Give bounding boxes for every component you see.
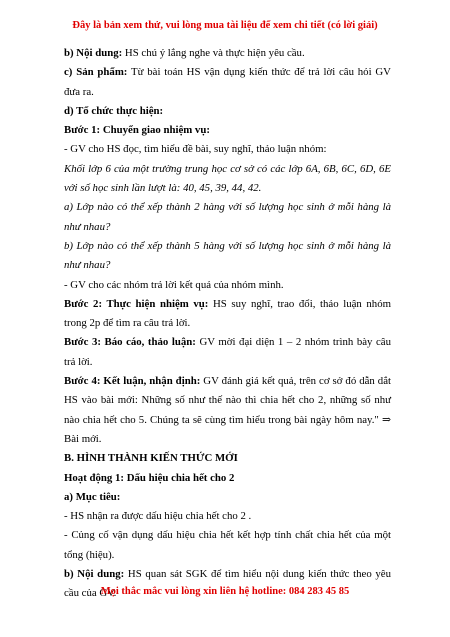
problem-question-a: a) Lớp nào có thể xếp thành 2 hàng với số lượng học sinh ở mỗi hàng là như nhau? (64, 201, 391, 233)
section-heading: d) Tổ chức thực hiện: (64, 104, 164, 117)
step-4: Bước 4: Kết luận, nhận định: GV đánh giá kết quả, trên cơ sở đó dẫn dắt HS vào bài mới: Những số như thế nào thì chia hết cho 2, những số như nào chia hết cho 5. Chúng ta sẽ cùng tìm hiểu trong bài ngày hôm nay." ⇒ Bài mới. (64, 375, 391, 445)
problem-question-b: b) Lớp nào có thể xếp thành 5 hàng với số lượng học sinh ở mỗi hàng là như nhau? (64, 239, 391, 272)
step-2: Bước 2: Thực hiện nhiệm vụ: HS suy nghĩ, trao đổi, thảo luận nhóm trong 2p để tìm ra câu trả lời. (64, 297, 391, 330)
content-line: c) Sản phẩm: Từ bài toán HS vận dụng kiến thức để trả lời câu hỏi GV đưa ra. (64, 66, 391, 98)
content-line: - GV cho HS đọc, tìm hiểu đề bài, suy nghĩ, thảo luận nhóm: (64, 143, 327, 156)
header-banner: Đây là bản xem thử, vui lòng mua tài liệu để xem chi tiết (có lời giải) (72, 20, 378, 31)
step-heading: Bước 1: Chuyển giao nhiệm vụ: (64, 124, 210, 137)
content-line: b) Nội dung: HS chú ý lắng nghe và thực hiện yêu cầu. (64, 47, 305, 59)
content-line: - Củng cố vận dụng dấu hiệu chia hết kết hợp tính chất chia hết của một tổng (hiệu). (64, 529, 391, 561)
objective-heading: a) Mục tiêu: (64, 490, 121, 503)
document-body (64, 44, 391, 604)
section-title: B. HÌNH THÀNH KIẾN THỨC MỚI (64, 452, 238, 465)
content-line: - GV cho các nhóm trả lời kết quả của nhóm mình. (64, 278, 284, 291)
step-3: Bước 3: Báo cáo, thảo luận: GV mời đại diện 1 – 2 nhóm trình bày câu trả lời. (64, 336, 391, 368)
content-line: b) Nội dung: HS quan sát SGK để tìm hiểu nội dung kiến thức theo yêu cầu của GV. (64, 568, 391, 600)
problem-statement: Khối lớp 6 của một trường trung học cơ sở có các lớp 6A, 6B, 6C, 6D, 6E với số học sinh lần lượt là: 40, 45, 39, 44, 42. (64, 162, 391, 195)
content-line: - HS nhận ra được dấu hiệu chia hết cho 2 . (64, 510, 252, 523)
activity-title: Hoạt động 1: Dấu hiệu chia hết cho 2 (64, 471, 235, 484)
footer-banner: Mọi thắc mắc vui lòng xin liên hệ hotline: 084 283 45 85 (100, 586, 350, 597)
